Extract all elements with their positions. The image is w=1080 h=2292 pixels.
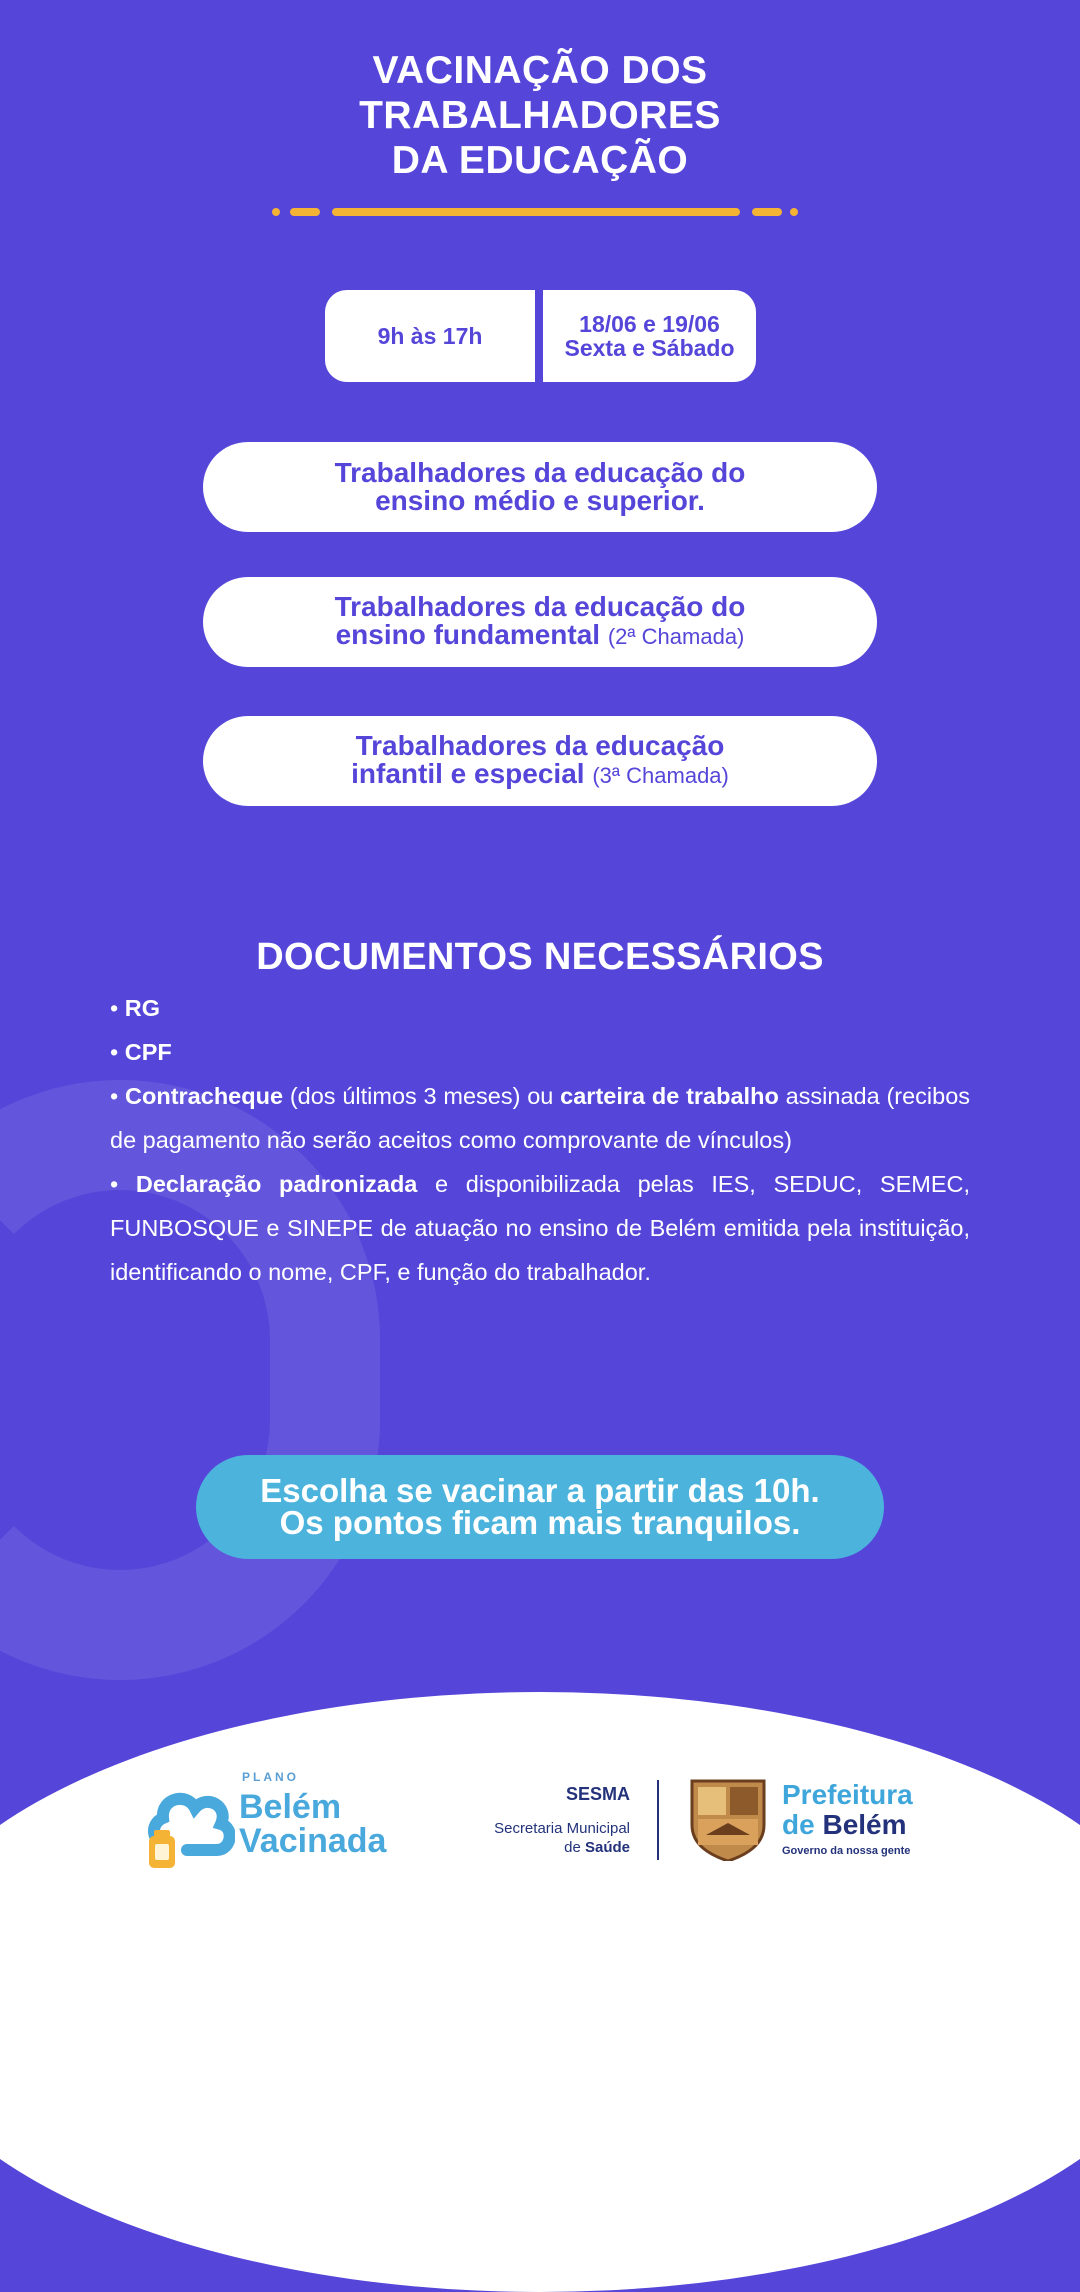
prefeitura-belem-logo [686,1775,946,1865]
group-card-fundamental [203,577,877,667]
schedule-days: Sexta e Sábado [564,335,735,361]
group-card-infantil-especial [203,716,877,806]
title-line: DA EDUCAÇÃO [391,139,689,182]
plano-name: Belém Vacinada [239,1788,387,1860]
plano-label: PLANO [242,1770,299,1784]
cta-banner [196,1455,884,1559]
documents-title: DOCUMENTOS NECESSÁRIOS [256,936,824,978]
city-coat-of-arms-icon [686,1775,770,1861]
schedule-dates: 18/06 e 19/06 [579,311,720,337]
schedule-hours: 9h às 17h [377,323,483,349]
group-card-medio-superior [203,442,877,532]
footer-divider [657,1780,659,1860]
cloud-vaccine-logo-icon [147,1784,235,1874]
documents-list [110,986,970,1294]
group-call: (3ª Chamada) [592,763,729,788]
title-line: TRABALHADORES [359,94,721,137]
plano-belem-vacinada-logo [147,1768,447,1878]
title-line: VACINAÇÃO DOS [372,49,708,92]
prefeitura-name: Prefeitura de Belém [782,1779,913,1840]
title-divider [272,208,798,217]
group-line1: Trabalhadores da educação do [334,457,746,488]
page-title [0,48,1080,183]
cta-line2: Os pontos ficam mais tranquilos. [279,1504,801,1541]
prefeitura-tagline: Governo da nossa gente [782,1845,911,1857]
group-line2: infantil e especial [351,758,585,789]
group-line2: ensino fundamental [335,619,601,650]
sesma-logo [470,1784,630,1857]
group-line2: ensino médio e superior. [375,485,705,516]
cta-line1: Escolha se vacinar a partir das 10h. [260,1472,820,1509]
schedule-hours-box [325,290,535,382]
doc-item-declaracao: • Declaração padronizada e disponibilizada pelas IES, SEDUC, SEMEC, FUNBOSQUE e SINEPE de atuação no ensino de Belém emitida pela instituição, identificando o nome, CPF, e função do trabalhador. [110,1171,970,1285]
sesma-subtitle: Secretaria Municipal de Saúde [494,1820,630,1856]
group-line1: Trabalhadores da educação do [334,591,746,622]
sesma-title: SESMA [565,1784,630,1804]
schedule-dates-box [543,290,756,382]
doc-item-contracheque: • Contracheque (dos últimos 3 meses) ou carteira de trabalho assinada (recibos de pagamento não serão aceitos como comprovante de vínculos) [110,1083,971,1153]
doc-item-cpf: • CPF [110,1039,172,1065]
doc-item-rg: • RG [110,995,161,1021]
group-call: (2ª Chamada) [607,624,745,649]
group-line1: Trabalhadores da educação [355,730,725,761]
